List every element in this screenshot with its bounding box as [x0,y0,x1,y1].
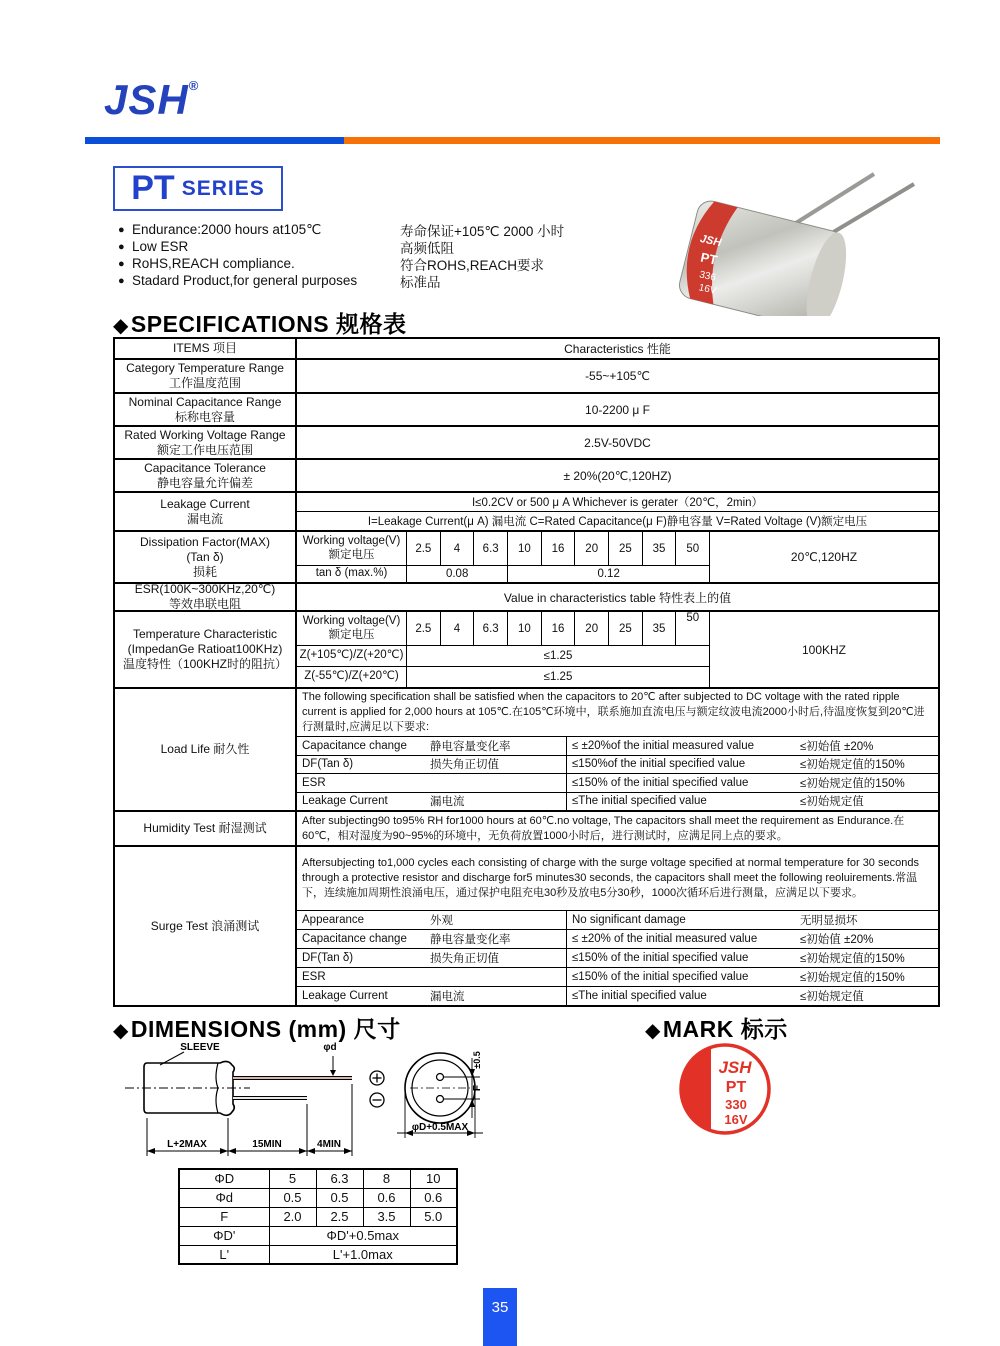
voltage-cell: 16 [542,532,576,565]
feature-cn: 标准品 [400,274,441,290]
feature-cn: 高频低阻 [400,240,454,256]
dim-value: 5 [269,1169,316,1188]
impedance-ratio-value: ≤1.25 [543,671,573,683]
row-label-en: Capacitance Tolerance [144,460,266,475]
mark-voltage: 16V [724,1112,748,1127]
voltage-cell: 50 [686,612,700,624]
dim-label: L' [179,1245,269,1264]
series-title-box [113,166,283,211]
working-voltage-label-en: Working voltage(V) [302,534,401,547]
criteria-row [297,773,938,792]
brand-logo [104,76,199,124]
dissipation-factor-row [115,530,938,582]
row-label: Load Life 耐久性 [160,742,250,756]
sleeve-label: SLEEVE [180,1042,220,1053]
feature-en: Stadard Product,for general purposes [132,273,358,288]
criteria-item-cn: 静电容量变化率 [430,934,511,946]
dim-value: 8 [363,1169,410,1188]
specifications-heading-cn: 规格表 [336,311,407,337]
feature-en: RoHS,REACH compliance. [132,256,295,271]
row-label-cn: 额定工作电压范围 [156,442,253,457]
row-label-en: ESR(100K~300KHz,20℃) [134,582,276,596]
feature-cn: 寿命保证+105℃ 2000 小时 [400,223,565,239]
criteria-item-en: Appearance [302,914,365,926]
mark-red-sector [682,1048,711,1131]
row-label-en: Nominal Capacitance Range [128,394,282,409]
voltage-cell: 35 [643,612,677,645]
mark-series: PT [725,1079,747,1096]
row-label-cn: 静电容量允许偏差 [156,475,253,490]
voltage-cell: 6.3 [474,612,508,645]
page-number: 35 [483,1288,517,1346]
criteria-row [297,911,938,929]
brand-logo-text: JSH [104,76,189,123]
mark-heading-cn: 标示 [740,1016,788,1042]
working-voltage-label-cn: 额定电压 [328,628,375,641]
table-header-row [115,339,938,358]
criteria-spec-en: ≤150% of the initial specified value [572,971,749,983]
esr-value: Value in characteristics table 特性表上的值 [503,590,732,605]
criteria-item-en: Capacitance change [302,933,407,945]
temperature-characteristic-row [115,610,938,687]
leakage-current-row [115,491,938,530]
row-label-en: Dissipation Factor(MAX) [139,534,271,549]
test-condition: 100KHZ [709,612,938,687]
voltage-cell: 25 [609,532,643,565]
dim-span-value: ΦD'+0.5max [269,1226,457,1245]
header-divider [85,137,940,144]
criteria-item-en: Leakage Current [302,795,388,808]
row-label-cn: 漏电流 [186,511,223,526]
load-life-row [115,687,938,810]
series-name: PT [131,169,175,207]
row-label-cn: 工作温度范围 [168,376,241,390]
voltage-cell: 10 [508,532,542,565]
feature-en: Low ESR [132,239,189,254]
tan-delta-high: 0.12 [597,568,620,580]
lead-tip-label: 4MIN [317,1139,341,1150]
leakage-legend: I=Leakage Current(μ A) 漏电流 C=Rated Capacitance(μ F)静电容量 V=Rated Voltage (V)额定电压 [297,511,938,530]
voltage-cell: 4 [441,532,475,565]
mark-symbol [676,1040,774,1138]
criteria-item-en: DF(Tan δ) [302,952,354,964]
table-row [115,425,938,458]
svg-text:16V: 16V [697,282,718,297]
criteria-spec-en: ≤The initial specified value [572,795,707,808]
lead-diameter-label: φd [323,1042,337,1053]
series-suffix: SERIES [181,176,265,200]
surge-description: Aftersubjecting to1,000 cycles each consisting of charge with the surge voltage specified at normal temperature for 30 seconds through a protective resistor and discharge for5 minutes30 seconds, the capacitors shall meet the following reoluirements.常温下，连续施加周期性浪涌电压，通过保护电阻充电30秒及放电5分30秒，1000次循环后进行测量，应满足以下要求。 [297,847,938,911]
diamond-icon: ◆ [113,1020,129,1042]
dimensions-heading-en: DIMENSIONS (mm) [130,1016,347,1042]
row-label-cn: 损耗 [192,564,217,579]
voltage-cell: 20 [575,532,609,565]
registered-mark: ® [188,78,200,93]
table-row [179,1245,457,1264]
row-label: Humidity Test 耐湿测试 [143,821,267,835]
row-label-en: Category Temperature Range [126,361,284,375]
criteria-item-cn: 损失角正切值 [430,953,499,965]
working-voltage-label-en: Working voltage(V) [302,614,401,627]
criteria-spec-en: ≤150% of the initial specified value [572,952,749,964]
surge-test-row [115,845,938,1005]
criteria-row [297,967,938,986]
dim-label: Φd [179,1188,269,1207]
criteria-row [297,755,938,774]
table-row [179,1207,457,1226]
row-label-en: Temperature Characteristic [132,627,278,641]
criteria-item-cn: 漏电流 [430,991,465,1003]
row-label-en2: (ImpedanGe Ratioat100KHz) [127,642,283,656]
criteria-spec-cn: ≤初始规定值 [800,991,864,1003]
leakage-formula: I≤0.2CV or 500 μ A Whichever is gerater（20℃，2min） [471,497,764,509]
row-label: Surge Test 浪涌测试 [150,918,260,933]
svg-text:336: 336 [698,269,717,284]
voltage-cell: 2.5 [407,612,441,645]
criteria-item-en: Capacitance change [302,739,407,752]
capacitor-lead [788,174,874,228]
dim-value: 6.3 [316,1169,363,1188]
items-header: ITEMS 项目 [115,339,297,358]
criteria-item-en: ESR [302,971,326,983]
voltage-cell: 4 [441,612,475,645]
esr-row [115,582,938,610]
criteria-row [297,737,938,755]
tan-delta-low: 0.08 [407,566,508,582]
dim-label: ΦD' [179,1226,269,1245]
voltage-cell: 35 [643,532,677,565]
voltage-cell: 6.3 [474,532,508,565]
row-value: 2.5V-50VDC [584,435,651,450]
diamond-icon: ◆ [645,1020,661,1042]
row-label-cn: 标称电容量 [174,409,235,424]
criteria-spec-cn: ≤初始值 ±20% [800,740,874,753]
table-row [179,1188,457,1207]
dim-value: 2.0 [269,1207,316,1226]
specifications-table [113,337,940,1007]
criteria-spec-cn: ≤初始规定值 [800,796,864,809]
table-row [179,1226,457,1245]
criteria-item-cn: 损失角正切值 [430,759,499,772]
tolerance-label: ±0.5 [472,1051,482,1069]
voltage-cell: 16 [542,612,576,645]
specifications-heading [113,306,407,339]
divider-orange-segment [344,137,940,144]
row-value: ± 20%(20℃,120HZ) [563,468,672,483]
row-label-cn: 等效串联电阻 [168,597,241,611]
bullet-icon: ● [118,240,125,253]
criteria-spec-en: ≤ ±20%of the initial measured value [572,739,755,752]
dim-value: 0.6 [410,1188,457,1207]
criteria-item-cn: 静电容量变化率 [430,740,511,753]
criteria-spec-en: No significant damage [572,914,686,926]
table-row [115,358,938,392]
voltage-cell: 25 [609,612,643,645]
specifications-heading-en: SPECIFICATIONS [130,311,330,337]
working-voltage-label-cn: 额定电压 [328,548,375,561]
criteria-spec-cn: ≤初始规定值的150% [800,759,905,772]
row-label-cn: 温度特性（100KHZ时的阻抗） [122,657,288,671]
criteria-spec-cn: ≤初始规定值的150% [800,972,905,984]
impedance-ratio-label: Z(+105℃)/Z(+20℃) [297,646,407,666]
voltage-cell: 50 [686,542,700,555]
svg-text:PT: PT [699,249,719,268]
criteria-spec-cn: ≤初始值 ±20% [800,934,874,946]
criteria-item-en: DF(Tan δ) [302,758,354,771]
characteristics-header: Characteristics 性能 [564,342,671,356]
feature-cn: 符合ROHS,REACH要求 [400,257,545,273]
criteria-spec-en: ≤The initial specified value [572,990,707,1002]
criteria-spec-cn: 无明显损坏 [800,915,858,927]
criteria-item-cn: 外观 [430,915,453,927]
dim-value: 3.5 [363,1207,410,1226]
humidity-description: After subjecting90 to95% RH for1000 hours at 60℃.no voltage, The capacitors shall meet the requirement as Endurance.在60℃，相对湿度为90~95%的环境中，无负荷放置1000小时后，进行测试时，应满足同上点的要求。 [302,814,905,842]
dim-value: 2.5 [316,1207,363,1226]
criteria-row [297,948,938,967]
diameter-label: φD+0.5MAX [411,1122,469,1133]
dimensions-heading-cn: 尺寸 [353,1016,401,1042]
voltage-cell: 2.5 [407,532,441,565]
criteria-row [297,986,938,1005]
dim-label: ΦD [179,1169,269,1188]
criteria-spec-cn: ≤初始规定值的150% [800,777,905,790]
impedance-ratio-label: Z(-55℃)/Z(+20℃) [297,667,407,687]
body-length-label: L+2MAX [167,1139,207,1150]
mark-capacitance: 330 [725,1097,747,1112]
dim-value: 0.5 [316,1188,363,1207]
table-row [115,392,938,425]
dim-label: F [179,1207,269,1226]
feature-en: Endurance:2000 hours at105℃ [132,221,322,237]
row-value: 10-2200 μ F [585,402,650,417]
table-row [179,1169,457,1188]
criteria-spec-en: ≤150% of the initial specified value [572,776,749,789]
divider-blue-segment [85,137,344,144]
test-condition: 20℃,120HZ [709,532,938,582]
criteria-item-en: Leakage Current [302,990,388,1002]
dim-value: 5.0 [410,1207,457,1226]
bullet-icon: ● [118,257,125,270]
row-label-en: Leakage Current [160,496,250,511]
svg-text:JSH: JSH [698,232,723,250]
pitch-label: F [472,1084,483,1092]
tan-delta-label: tan δ (max.%) [297,566,407,582]
mark-brand: JSH [718,1058,752,1077]
diamond-icon: ◆ [113,315,129,337]
dimension-table [178,1168,458,1265]
capacitor-photo [628,166,953,316]
humidity-test-row [115,810,938,845]
voltage-cell: 20 [575,612,609,645]
row-label-en2: (Tan δ) [186,549,224,564]
row-value: -55~+105℃ [585,369,650,383]
dimension-drawing [100,1038,600,1163]
criteria-item-en: ESR [302,776,326,789]
criteria-row [297,929,938,948]
impedance-ratio-value: ≤1.25 [543,650,573,662]
lead-length-label: 15MIN [252,1139,282,1150]
voltage-cell: 10 [508,612,542,645]
criteria-spec-cn: ≤初始规定值的150% [800,953,905,965]
bullet-icon: ● [118,223,125,236]
row-label-en: Rated Working Voltage Range [124,427,286,442]
criteria-item-cn: 漏电流 [430,796,465,809]
mark-heading-en: MARK [662,1016,734,1042]
dim-value: 0.5 [269,1188,316,1207]
criteria-row [297,792,938,811]
dim-value: 10 [410,1169,457,1188]
load-life-description: The following specification shall be satisfied when the capacitors to 20℃ after subjected to DC voltage with the rated ripple current is applied for 2,000 hours at 105℃.在105℃环境中，联系施加直流电压与额定纹波电流2000小时后,待温度恢复到20℃进行测量时,应满足以下要求: [297,689,938,737]
criteria-spec-en: ≤ ±20% of the initial measured value [572,933,758,945]
table-row [115,458,938,491]
criteria-spec-en: ≤150%of the initial specified value [572,758,746,771]
dim-value: 0.6 [363,1188,410,1207]
dim-span-value: L'+1.0max [269,1245,457,1264]
bullet-icon: ● [118,274,125,287]
